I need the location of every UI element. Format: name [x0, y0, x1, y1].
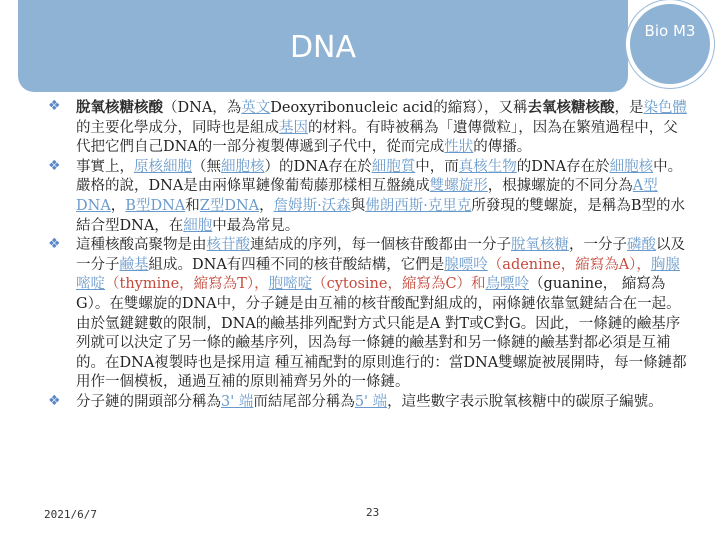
link-nucleus[interactable]: 細胞核: [221, 158, 265, 175]
diamond-bullet-icon: ❖: [48, 98, 61, 114]
link-crick[interactable]: 佛朗西斯·克里克: [365, 197, 472, 214]
link-phosphate[interactable]: 磷酸: [627, 237, 656, 254]
text: ，: [259, 197, 274, 214]
link-watson[interactable]: 詹姆斯·沃森: [273, 197, 351, 214]
page-number: 23: [366, 506, 380, 519]
link-english[interactable]: 英文: [241, 100, 271, 116]
link-cytosine[interactable]: 胞嘧啶: [268, 276, 313, 293]
text: ）的DNA存在於: [264, 158, 372, 175]
link-guanine[interactable]: 鳥嘌呤: [485, 276, 530, 293]
link-b-dna[interactable]: B型DNA: [125, 197, 186, 214]
text: ，: [110, 197, 126, 214]
link-trait[interactable]: 性狀: [444, 139, 474, 156]
text: （cytosine，縮寫為C）和: [312, 276, 486, 293]
paragraph-dna-definition: [48, 98, 688, 158]
text: 連結成的序列，每一個核苷酸都由一分子: [250, 237, 511, 254]
text: ，是: [614, 100, 644, 116]
link-cytoplasm[interactable]: 細胞質: [371, 158, 416, 175]
link-eukaryote[interactable]: 真核生物: [458, 158, 517, 175]
term-alt-name: 去氧核糖核酸: [527, 99, 615, 116]
text: 這種核酸高聚物是由: [76, 237, 207, 254]
text: （無: [192, 158, 221, 175]
text: 的主要化學成分，同時也是組成: [76, 119, 279, 136]
paragraph-strand-ends: [48, 392, 688, 413]
text: 的傳播。: [473, 139, 532, 156]
text: 的材料。有時被稱為「遺傳微粒」，因為在繁殖過程中，父代把它們自己DNA的一部分複製傳遞到子代中，從而完成: [76, 119, 678, 156]
text: ，這些數字表示脫氧核糖中的碳原子編號。: [387, 393, 663, 410]
link-prokaryote[interactable]: 原核細胞: [134, 158, 192, 175]
paragraph-dna-location: [48, 157, 688, 236]
link-double-helix[interactable]: 雙螺旋形: [429, 178, 488, 195]
slide-content: [48, 98, 688, 413]
text: 分子鏈的開頭部分稱為: [76, 393, 221, 410]
text: （guanine， 縮寫為G）。在雙螺旋的DNA中，分子鏈是由互補的核苷酸配對組成的，兩條鏈依靠氫鍵結合在一起。由於氫鍵鍵數的限制，DNA的鹼基排列配對方式只能是A 對T或C對G。因此，一條鏈的鹼基序列就可以決定了另一條的鹼基序列，因為每一條鏈的鹼基對和另一條鏈的鹼基對都必須是互補的。在DNA複製時也是採用這 種互補配對的原則進行的：當DNA雙螺旋被展開時，每一條鏈都用作一個模板，通過互補的原則補齊另外的一條鏈。: [76, 276, 687, 391]
footer-date: 2021/6/7: [44, 508, 97, 521]
text: 事實上，: [76, 158, 134, 175]
text: （thymine，縮寫為T），: [105, 276, 269, 293]
text: 中。嚴格的說，DNA是由兩條單鏈像葡萄藤那樣相互盤繞成: [76, 158, 683, 195]
text: （DNA，為: [163, 100, 242, 116]
text: 而結尾部分稱為: [253, 393, 355, 410]
link-adenine[interactable]: 腺嘌呤: [444, 256, 488, 273]
text: 中最為常見。: [212, 217, 300, 234]
logo-text: Bio M3: [644, 22, 696, 40]
link-z-dna[interactable]: Z型DNA: [199, 197, 260, 214]
text: 與: [350, 197, 366, 214]
link-base[interactable]: 鹼基: [119, 256, 149, 273]
link-nucleotide[interactable]: 核苷酸: [206, 237, 250, 254]
link-deoxyribose[interactable]: 脫氧核糖: [511, 237, 569, 254]
diamond-bullet-icon: ❖: [48, 392, 61, 409]
link-5-prime-end[interactable]: 5' 端: [354, 393, 388, 410]
text: Deoxyribonucleic acid的縮寫），又稱: [270, 100, 528, 116]
logo-badge: [626, 0, 714, 88]
paragraph-nucleotides: [48, 236, 688, 393]
diamond-bullet-icon: ❖: [48, 236, 61, 253]
text: 和: [185, 197, 200, 214]
text: 中，而: [415, 158, 459, 175]
link-nucleus[interactable]: 細胞核: [609, 158, 654, 175]
slide-title: DNA: [289, 30, 357, 65]
link-chromosome[interactable]: 染色體: [643, 100, 688, 116]
text: （adenine，縮寫為A），: [487, 256, 651, 273]
term-dna-name: 脫氧核糖核酸: [76, 99, 163, 116]
link-3-prime-end[interactable]: 3' 端: [221, 393, 254, 410]
link-a-dna[interactable]: A型DNA: [76, 178, 658, 214]
text: ，根據螺旋的不同分為: [487, 178, 633, 195]
text: ，一分子: [569, 237, 627, 254]
link-thymine[interactable]: 胸腺嘧啶: [76, 256, 680, 293]
diamond-bullet-icon: ❖: [48, 157, 61, 174]
link-cell[interactable]: 細胞: [183, 217, 213, 234]
link-gene[interactable]: 基因: [279, 119, 308, 136]
text: 以及一分子: [76, 237, 685, 273]
text: 組成。DNA有四種不同的核苷酸結構，它們是: [148, 256, 445, 273]
text: 的DNA存在於: [516, 158, 610, 175]
text: 所發現的雙螺旋，是稱為B型的水結合型DNA，在: [76, 197, 685, 234]
